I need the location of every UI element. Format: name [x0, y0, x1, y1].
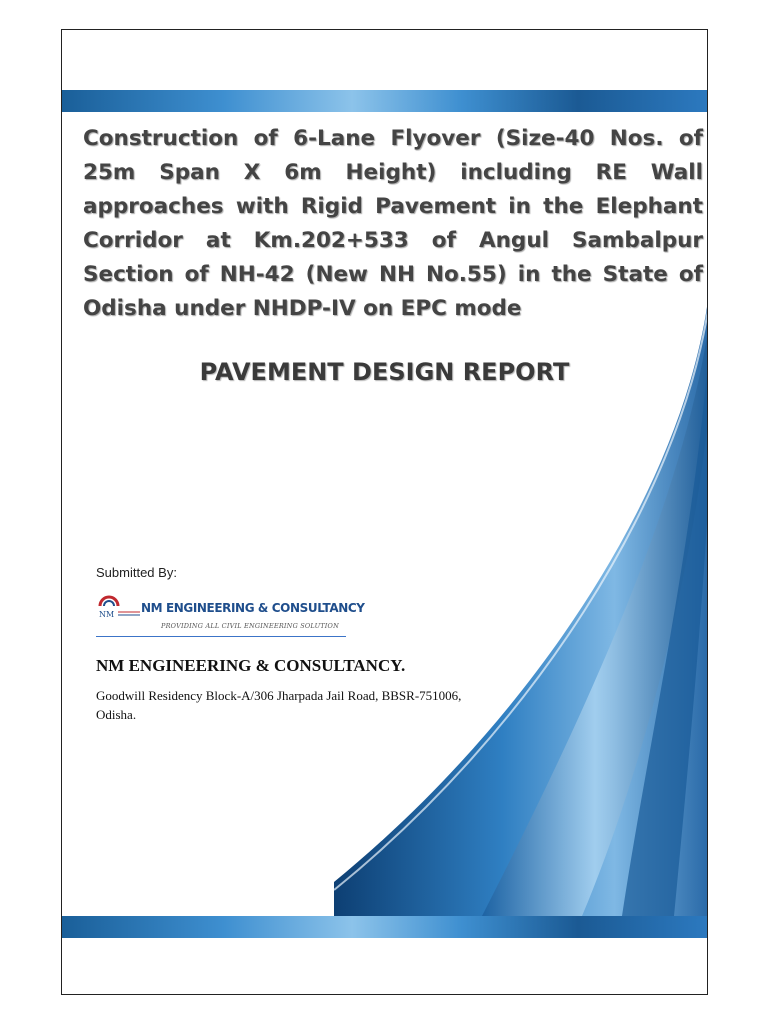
organization-address: Goodwill Residency Block-A/306 Jharpada Jail Road, BBSR-751006, Odisha. [96, 688, 462, 722]
logo-emblem-icon [96, 592, 142, 622]
report-type-heading: PAVEMENT DESIGN REPORT [199, 358, 570, 386]
logo-company-name: NM ENGINEERING & CONSULTANCY [141, 601, 365, 615]
organization-name: NM ENGINEERING & CONSULTANCY. [96, 656, 406, 675]
bottom-footer-band [62, 916, 707, 938]
company-logo [96, 592, 365, 637]
project-title: Construction of 6-Lane Flyover (Size-40 Nos. of 25m Span X 6m Height) including RE Wall approaches with Rigid Pavement in the Elephant Corridor at Km.202+533 of Angul Sambalpur Section of NH-42 (New NH No.55) in the State of Odisha under NHDP-IV on EPC mode [83, 126, 703, 321]
submitted-by-label: Submitted By: [96, 565, 177, 580]
logo-underline [96, 636, 346, 637]
top-header-band [62, 90, 707, 112]
cover-page [61, 29, 708, 995]
svg-text:NM: NM [99, 610, 115, 619]
logo-tagline: PROVIDING ALL CIVIL ENGINEERING SOLUTION [161, 622, 339, 630]
